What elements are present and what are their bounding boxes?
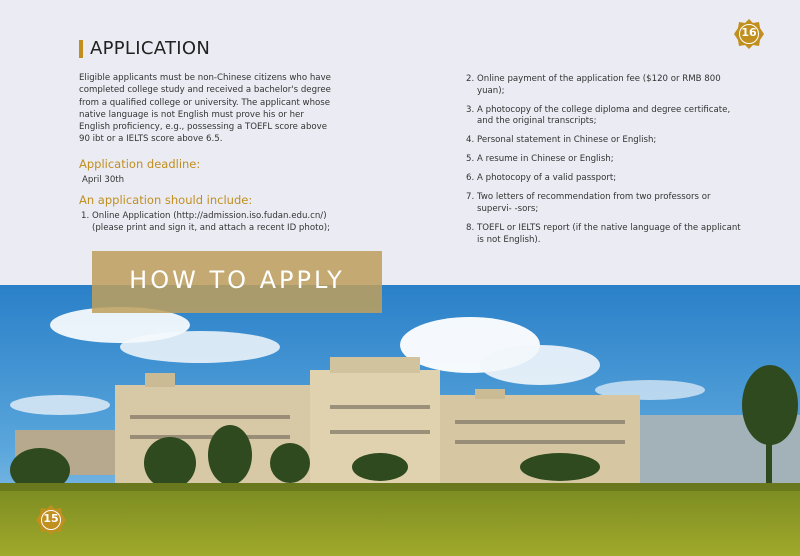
list-item-number: 7.: [466, 192, 475, 203]
page-number-right: 16: [741, 26, 757, 39]
list-item-text: TOEFL or IELTS report (if the native language of the applicant is not English).: [477, 223, 741, 245]
list-item-number: 1.: [81, 211, 90, 221]
how-to-apply-banner: [92, 251, 382, 313]
list-item-number: 2.: [466, 74, 475, 84]
list-item-number: 4.: [466, 135, 475, 146]
list-item-number: 3.: [466, 104, 475, 115]
list-item: [466, 173, 746, 185]
list-item-number: 5.: [466, 154, 475, 165]
list-item-text: A photocopy of a valid passport;: [477, 173, 617, 184]
list-item-text: Two letters of recommendation from two professors or supervi- -sors;: [477, 192, 711, 214]
list-item-number: 6.: [466, 173, 475, 184]
title-accent-bar: [79, 40, 83, 58]
list-item: [466, 135, 746, 147]
requirements-list-right: [466, 74, 746, 254]
list-item-text: A photocopy of the college diploma and degree certificate, and the original transcripts;: [477, 104, 731, 127]
requirements-list-left: [81, 211, 336, 234]
list-item-number: 8.: [466, 223, 475, 234]
list-item: [466, 154, 746, 166]
page-number-left: 15: [43, 512, 59, 525]
page-number-badge-right: [734, 19, 764, 49]
list-item: [466, 74, 746, 97]
eligibility-paragraph: Eligible applicants must be non-Chinese citizens who have completed college study and received a bachelor's degree from a qualified college or university. The applicant whose native language is not English must prove his or her English proficiency, e.g., possessing a TOEFL score above 90 ibt or a IELTS score above 6.5.: [79, 73, 331, 145]
banner-text: HOW TO APPLY: [129, 266, 345, 294]
list-item: [466, 192, 746, 215]
list-item: [466, 223, 746, 246]
campus-photo: [0, 285, 800, 556]
page-title: APPLICATION: [90, 38, 211, 59]
list-item-text: Online Application (http://admission.iso.fudan.edu.cn/) (please print and sign it, and attach a recent ID photo);: [92, 211, 330, 233]
page-number-badge-left: [36, 505, 66, 535]
list-item-text: A resume in Chinese or English;: [477, 154, 614, 165]
list-item-text: Personal statement in Chinese or English;: [477, 135, 657, 146]
deadline-heading: Application deadline:: [79, 157, 201, 171]
list-item: [81, 211, 336, 234]
include-heading: An application should include:: [79, 193, 253, 207]
list-item: [466, 105, 746, 128]
list-item-text: Online payment of the application fee ($120 or RMB 800 yuan);: [477, 74, 721, 96]
deadline-date: April 30th: [82, 175, 125, 185]
